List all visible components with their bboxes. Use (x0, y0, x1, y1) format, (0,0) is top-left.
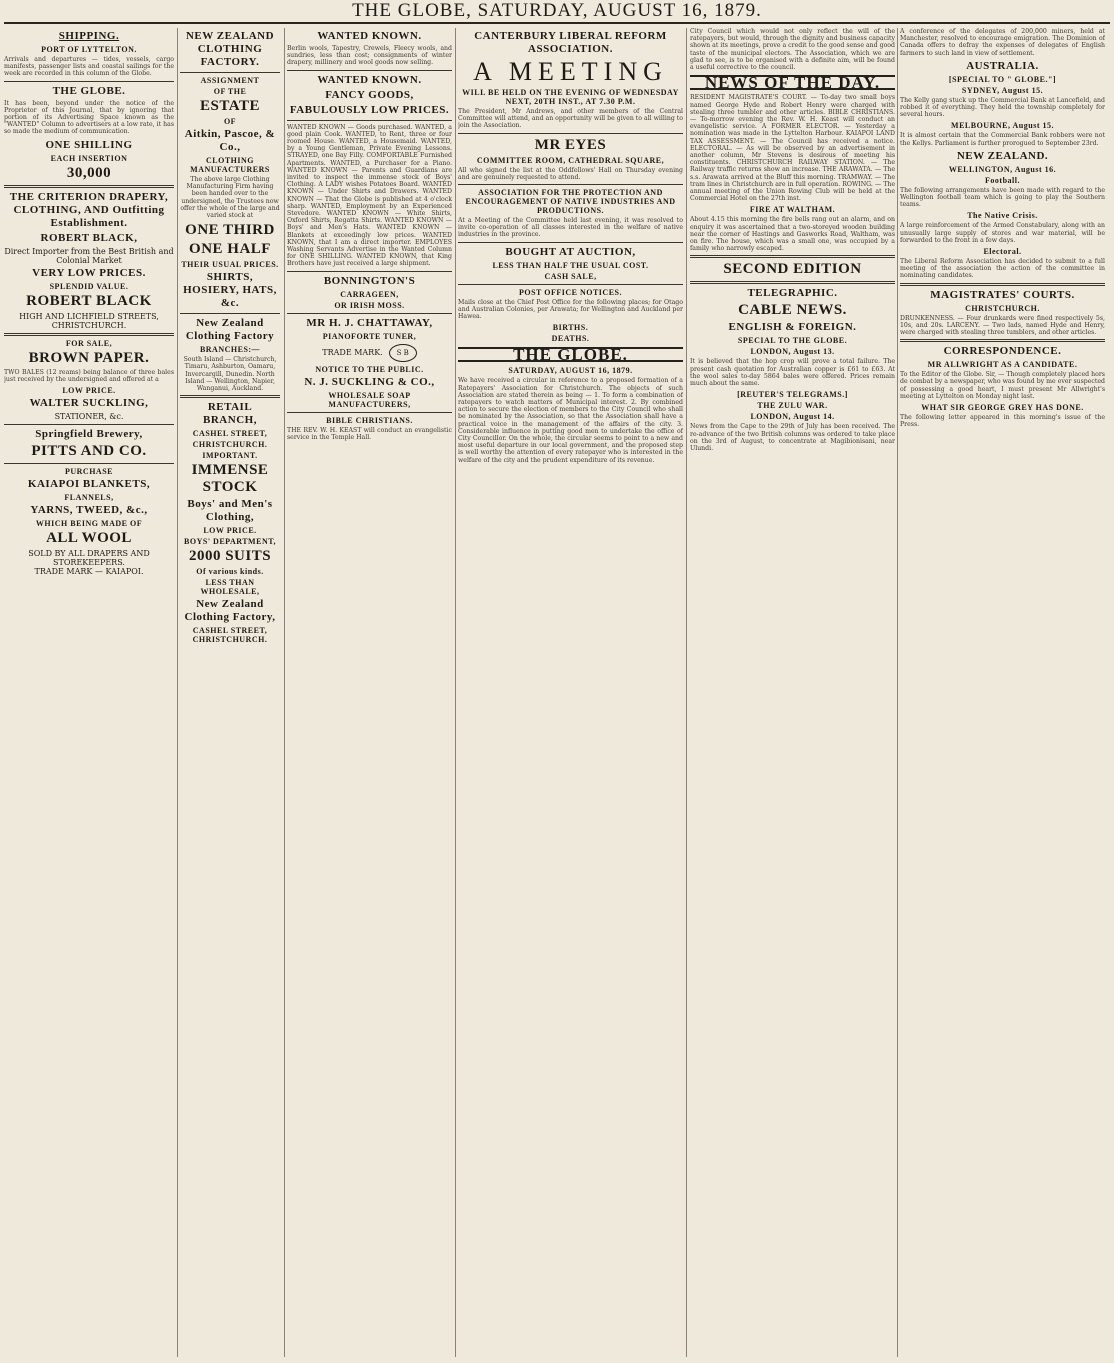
robert-black: ROBERT BLACK, (40, 231, 138, 244)
immense-stock: IMMENSE STOCK (191, 462, 269, 496)
shipping-text: Arrivals and departures — tides, vessels, cargo manifests, passenger lists and coastal sailings for the week are recorded in this column of the Globe. (4, 56, 174, 78)
less-than-wholesale: LESS THAN WHOLESALE, (200, 578, 260, 597)
splendid-value: SPLENDID VALUE. (49, 281, 129, 291)
springfield-brewery: Springfield Brewery, (35, 428, 143, 441)
cashel-street-2: CASHEL STREET, CHRISTCHURCH. (192, 626, 268, 645)
criterion-heading: THE CRITERION DRAPERY, CLOTHING, AND Outfitting Establishment. (9, 190, 169, 229)
cable-text-1: It is believed that the hop crop will prove a total failure. The present cash quotation for Australian copper is £61 to £63. At the wool sales to-day 5864 bales were offered. Prices remain much about the same. (690, 358, 895, 388)
news-text: RESIDENT MAGISTRATE'S COURT. — To-day two small boys named George Hyde and Robert Henry were charged with stealing three tumbler and other articles. BIBLE CHRISTIANS. — To-morrow evening the Rev. W. H. Keast will conduct an evangelistic service. A FORMER ELECTOR. — Yesterday a nomination was made in the Lyttelton Harbour. KAIAPOI LAND TAX ASSESSMENT. — The Council has received a notice. ELECTORAL. — As will be observed by an advertisement in another column, Mr Stevens is desirous of meeting his constituents. CHRISTCHURCH RAILWAY STATION. — The Railway traffic returns show an increase. THE ARAWATA. — The s.s. Arawata arrived at the Bluff this morning. TRAMWAY. — The tram lines in Christchurch are in full operation. ROWING. — The annual meeting of the Union Rowing Club will be held at the Commercial Hotel on the 27th inst. (690, 94, 895, 203)
correspondence: CORRESPONDENCE. (943, 345, 1062, 358)
telegraphic: TELEGRAPHIC. (747, 287, 838, 300)
nz-clothing-heading: NEW ZEALAND CLOTHING FACTORY. (185, 30, 275, 68)
magistrates-courts: MAGISTRATES' COURTS. (930, 288, 1075, 301)
deaths: DEATHS. (551, 334, 590, 344)
association-heading: ASSOCIATION FOR THE PROTECTION AND ENCOURAGEMENT OF NATIVE INDUSTRIES AND PRODUCTIONS. (465, 188, 676, 216)
irish-moss: OR IRISH MOSS. (334, 300, 405, 310)
branches-list: South Island — Christchurch, Timaru, Ashburton, Oamaru, Invercargill, Dunedin. North Island — Wellington, Napier, Wanganui, Auckland. (183, 356, 277, 393)
trade-mark-row (287, 344, 452, 362)
bonningtons: BONNINGTON'S (323, 274, 416, 287)
wanted-text-1: Berlin wools, Tapestry, Crewels, Fleecy wools, and sundries, less than cost; consignments of winter drapery, millinery and wool goods now selling. (287, 45, 452, 67)
of-the: OF THE (213, 87, 247, 96)
trade-mark-kaiapoi: TRADE MARK — KAIAPOI. (34, 567, 144, 577)
globe-nameplate: THE GLOBE. (458, 347, 683, 362)
meeting-sub: WILL BE HELD ON THE EVENING OF WEDNESDAY NEXT, 20TH INST., AT 7.30 P.M. (462, 88, 679, 106)
important: IMPORTANT. (202, 451, 258, 461)
low-price: LOW PRICE. (62, 386, 116, 396)
of: OF (223, 117, 237, 126)
robert-black-address: HIGH AND LICHFIELD STREETS, CHRISTCHURCH. (19, 311, 159, 330)
branches: BRANCHES:— (199, 345, 261, 355)
walter-suckling: WALTER SUCKLING, (29, 397, 149, 410)
nz-factory: New Zealand Clothing Factory (185, 317, 275, 343)
association-text: At a Meeting of the Committee held last evening, it was resolved to invite co-operation of all classes interested in the welfare of native industries in the province. (458, 217, 683, 239)
globe-notice-text: It has been, beyond under the notice of the Proprietor of this Journal, that by ignoring that portion of its Advertising Space known as the "WANTED" Column to advertisers at a low rate, it has so made the medium of communication. (4, 99, 174, 136)
assignment-text: The above large Clothing Manufacturing Firm having been handed over to the undersigned, the Trustees now offer the whole of the large and varied stock at (180, 176, 280, 220)
nz-factory-2: New Zealand Clothing Factory, (184, 598, 276, 624)
football-text: The following arrangements have been made with regard to the Wellington football team which is going to play the Southern teams. (900, 186, 1105, 209)
allwright-heading: MR ALLWRIGHT AS A CANDIDATE. (927, 360, 1078, 370)
brown-paper-text: TWO BALES (12 reams) being balance of three bales just received by the undersigned and offered at a (4, 368, 174, 383)
wellington-august-16: WELLINGTON, August 16. (948, 164, 1057, 174)
column-divider (284, 28, 285, 1357)
football: Football. (985, 175, 1020, 185)
zulu-war: THE ZULU WAR. (757, 401, 828, 411)
cashel-street: CASHEL STREET, (192, 429, 268, 439)
column-divider (686, 28, 687, 1357)
made-from: WHICH BEING MADE OF (35, 519, 143, 529)
cable-news: CABLE NEWS. (738, 302, 847, 319)
assignment: ASSIGNMENT (200, 76, 260, 85)
grey-heading: WHAT SIR GEORGE GREY HAS DONE. (921, 403, 1084, 413)
electoral-text: The Liberal Reform Association has decided to submit to a full meeting of the association the action of the committee in nominating candidates. (900, 258, 1105, 280)
low-prices: LOW PRICE. (203, 526, 257, 536)
column-divider (177, 28, 178, 1357)
reuters-telegrams: [REUTER'S TELEGRAMS.] (737, 390, 848, 400)
wholesale-soap: WHOLESALE SOAP MANUFACTURERS, (328, 390, 411, 409)
hj-chattaway: MR H. J. CHATTAWAY, (306, 316, 433, 329)
english-foreign: ENGLISH & FOREIGN. (728, 321, 857, 334)
meeting-heading: A MEETING (473, 57, 668, 86)
one-shilling: ONE SHILLING (45, 138, 133, 151)
less-than-usual-cost: LESS THAN HALF THE USUAL COST. (492, 260, 649, 270)
fire-text: About 4.15 this morning the fire bells rang out an alarm, and on enquiry it was ascertained that a two-storeyed wooden building near the corner of Hastings and Gasworks Road, Waltham, was on fire. The house, which was a small one, was occupied by a family who narrowly escaped. (690, 216, 895, 253)
shirts-hosiery: SHIRTS, HOSIERY, HATS, &c. (183, 271, 277, 310)
stationer: STATIONER, &c. (54, 412, 124, 422)
committee-room: COMMITTEE ROOM, CATHEDRAL SQUARE, (476, 155, 665, 165)
masthead (0, 0, 1114, 22)
wanted-small-ads: WANTED KNOWN — Goods purchased. WANTED, a good plain Cook. WANTED, to Rent, three or four roomed House. WANTED, a Housemaid. WANTED, by a Young Gentleman, Private Evening Lessons. STRAYED, one Bay Filly. COMFORTABLE Furnished Apartments. WANTED, a Purchaser for a Piano. WANTED KNOWN — Parents and Guardians are invited to inspect the immense stock of Boys' Clothing. A LADY wishes Potatoes Board. WANTED KNOWN — Under Shirts and Drawers. WANTED KNOWN — That the Globe is published at 4 o'clock sharp. WANTED, Employment by an Experienced Stevedore. WANTED KNOWN — White Shirts, Oxford Shirts, Regatta Shirts. WANTED KNOWN — Boys' and Men's Hats. WANTED KNOWN — Blankets at exceedingly low prices. WANTED KNOWN, that I am a direct importer. EMPLOYES Washing Servants Advertise in the Wanted Column for ONE SHILLING. WANTED KNOWN, that King Brothers have just received a large shipment. (287, 123, 452, 268)
cable-text-2: News from the Cape to the 29th of July has been received. The re-advance of the two British columns was ordered to take place on the 3rd of August, to concentrate at Magibionisani, near Ulundi. (690, 423, 895, 452)
col5-leader-text: City Council which would not only reflect the will of the ratepayers, but would, through the dignity and business capacity shown at its meetings, prove a credit to the good sense and good taste of the municipal electors. The Association, which we are glad to see, is to be organised with a definite aim, will be found a useful corrective to the council. (690, 28, 895, 72)
committee-text: All who signed the list at the Oddfellows' Hall on Thursday evening and are genuinely requested to attend. (458, 166, 683, 181)
column-4 (458, 28, 683, 1359)
col6-lead-text: A conference of the delegates of 200,000 miners, held at Manchester, resolved to encourage emigration. The Dominion of Canada offers to defray the expenses of delegates of English farmers to such land in view of settlement. (900, 28, 1105, 57)
new-zealand: NEW ZEALAND. (956, 149, 1049, 162)
globe-notice-heading: THE GLOBE. (52, 84, 126, 97)
news-heading: NEWS OF THE DAY. (690, 75, 895, 90)
column-2 (180, 28, 280, 1359)
very-low-prices: VERY LOW PRICES. (32, 266, 146, 279)
column-6 (900, 28, 1105, 1359)
masthead-title: THE GLOBE, SATURDAY, AUGUST 16, 1879. (352, 0, 762, 21)
suits-count: 2000 SUITS (188, 548, 272, 565)
notice-to-public: NOTICE TO THE PUBLIC. (315, 364, 424, 374)
nj-suckling: N. J. SUCKLING & CO., (304, 375, 435, 388)
melbourne-text: It is almost certain that the Commercial Bank robbers were not the Kellys. Parliament is further prorogued to September 23rd. (900, 132, 1105, 147)
sydney-text: The Kelly gang stuck up the Commercial Bank at Lancefield, and robbed it of everything. They held the township completely for several hours. (900, 96, 1105, 119)
kaiapoi-blankets: KAIAPOI BLANKETS, (27, 478, 151, 491)
second-edition: SECOND EDITION (723, 261, 862, 278)
bible-text: THE REV. W. H. KEAST will conduct an evangelistic service in the Temple Hall. (287, 426, 452, 441)
brown-paper: BROWN PAPER. (28, 349, 150, 366)
editorial-text: We have received a circular in reference to a proposed formation of a Ratepayers' Association for Christchurch. The objects of such Association are stated therein as being — 1. To form a combination of ratepayers to watch matters of Municipal interest. 2. By combined action to secure the election of members to the City Council who shall be nominated by the Association, so that the Association shall have a practical voice in the management of the affairs of the city. 3. Considerable influence in putting good men to undertake the office of City Councillor. On the whole, the circular seems to point to a new and most useful departure in our local government, and the proposed step is well worthy the attention of every ratepayer who is interested in the welfare of the city and the prudent expenditure of its revenue. (458, 377, 683, 464)
electoral: Electoral. (983, 247, 1022, 257)
all-wool: ALL WOOL (46, 530, 132, 547)
boys-department: BOYS' DEPARTMENT, (184, 537, 276, 547)
fire-heading: FIRE AT WALTHAM. (749, 205, 836, 215)
purchase: PURCHASE (64, 467, 113, 477)
pianoforte-tuner: PIANOFORTE TUNER, (322, 331, 417, 341)
london-august-14: LONDON, August 14. (750, 412, 835, 422)
meeting-text: The President, Mr Andrews, and other members of the Central Committee will attend, and an opportunity will be given to all willing to join the Association. (458, 108, 683, 130)
direct-importer: Direct Importer from the Best British and Colonial Market (4, 246, 174, 265)
column-1 (4, 28, 174, 1359)
clothing-manufacturers: CLOTHING MANUFACTURERS (190, 156, 270, 174)
carrageen: CARRAGEEN, (340, 289, 399, 299)
each-insertion: EACH INSERTION (50, 153, 128, 163)
one-half: ONE HALF (189, 241, 271, 258)
christchurch: CHRISTCHURCH. (192, 440, 268, 450)
column-5 (690, 28, 895, 1359)
various-kinds: Of various kinds. (196, 567, 264, 577)
circulation-number: 30,000 (66, 164, 112, 181)
estate: ESTATE (200, 98, 260, 114)
for-sale: FOR SALE, (65, 338, 113, 348)
births: BIRTHS. (552, 323, 589, 333)
native-crisis: The Native Crisis. (967, 211, 1038, 221)
aitkin-pascoe: Aitkin, Pascoe, & Co., (184, 128, 276, 153)
courts-text: DRUNKENNESS. — Four drunkards were fined respectively 5s, 10s, and 20s. LARCENY. — Two lads, named Hyde and Henry, were charged with stealing three tumblers, and other articles. (900, 314, 1105, 337)
sydney-august-15: SYDNEY, August 15. (961, 85, 1044, 95)
mr-eyes: MR EYES (534, 136, 607, 153)
column-divider (897, 28, 898, 1357)
po-text: Mails close at the Chief Post Office for the following places; for Otago and Australian Colonies, per Arawata; for Wellington and Auckland per Hawea. (458, 298, 683, 321)
christchurch-heading: CHRISTCHURCH. (965, 303, 1040, 313)
trade-mark-label: TRADE MARK. (322, 348, 383, 358)
their-usual-prices: THEIR USUAL PRICES. (181, 260, 279, 270)
grey-text: The following letter appeared in this morning's issue of the Press. (900, 414, 1105, 429)
masthead-rule (4, 22, 1110, 24)
boys-men-clothing: Boys' and Men's Clothing, (187, 498, 273, 524)
globe-date: SATURDAY, AUGUST 16, 1879. (508, 366, 633, 376)
native-text: A large reinforcement of the Armed Constabulary, along with an unusually large supply of stores and war material, will be forwarded to the front in a few days. (900, 222, 1105, 244)
yarns-tweed: YARNS, TWEED, &c., (30, 504, 148, 517)
sold-by: SOLD BY ALL DRAPERS AND STOREKEEPERS. (28, 549, 150, 568)
fabulously-low-prices: FABULOUSLY LOW PRICES. (289, 103, 450, 116)
cash-sale: CASH SALE, (544, 271, 597, 281)
london-august-13: LONDON, August 13. (750, 347, 835, 357)
pitts-and-co: PITTS AND CO. (31, 443, 147, 460)
flannels: FLANNELS, (64, 493, 114, 503)
robert-black-large: ROBERT BLACK (26, 292, 152, 309)
canterbury-reform-heading: CANTERBURY LIBERAL REFORM ASSOCIATION. (474, 30, 667, 55)
special-to-globe: SPECIAL TO THE GLOBE. (737, 336, 848, 346)
column-3 (287, 28, 452, 1359)
bible-christians: BIBLE CHRISTIANS. (326, 415, 413, 425)
shipping-heading: SHIPPING. (58, 30, 120, 42)
wanted-known-2: WANTED KNOWN. (317, 73, 422, 86)
melbourne-august-15: MELBOURNE, August 15. (951, 121, 1054, 131)
australia: AUSTRALIA. (966, 59, 1039, 72)
post-office-notices: POST OFFICE NOTICES. (519, 287, 622, 297)
fancy-goods: FANCY GOODS, (325, 88, 414, 101)
column-divider (455, 28, 456, 1357)
trade-mark-emblem: S B (389, 344, 417, 362)
allwright-text: To the Editor of the Globe. Sir, — Though completely placed hors de combat by a newspaper, who was found by me ever suspected of possessing a good heart, I must present Mr Allwright's meeting at Lyttelton on Monday night last. (900, 371, 1105, 400)
one-third: ONE THIRD (185, 222, 275, 239)
wanted-known-1: WANTED KNOWN. (317, 30, 422, 42)
port-heading: PORT OF LYTTELTON. (41, 45, 137, 54)
retail-branch: RETAIL BRANCH, (203, 401, 257, 427)
special-globe: [SPECIAL TO " GLOBE."] (948, 74, 1057, 84)
bought-at-auction: BOUGHT AT AUCTION, (505, 245, 636, 258)
